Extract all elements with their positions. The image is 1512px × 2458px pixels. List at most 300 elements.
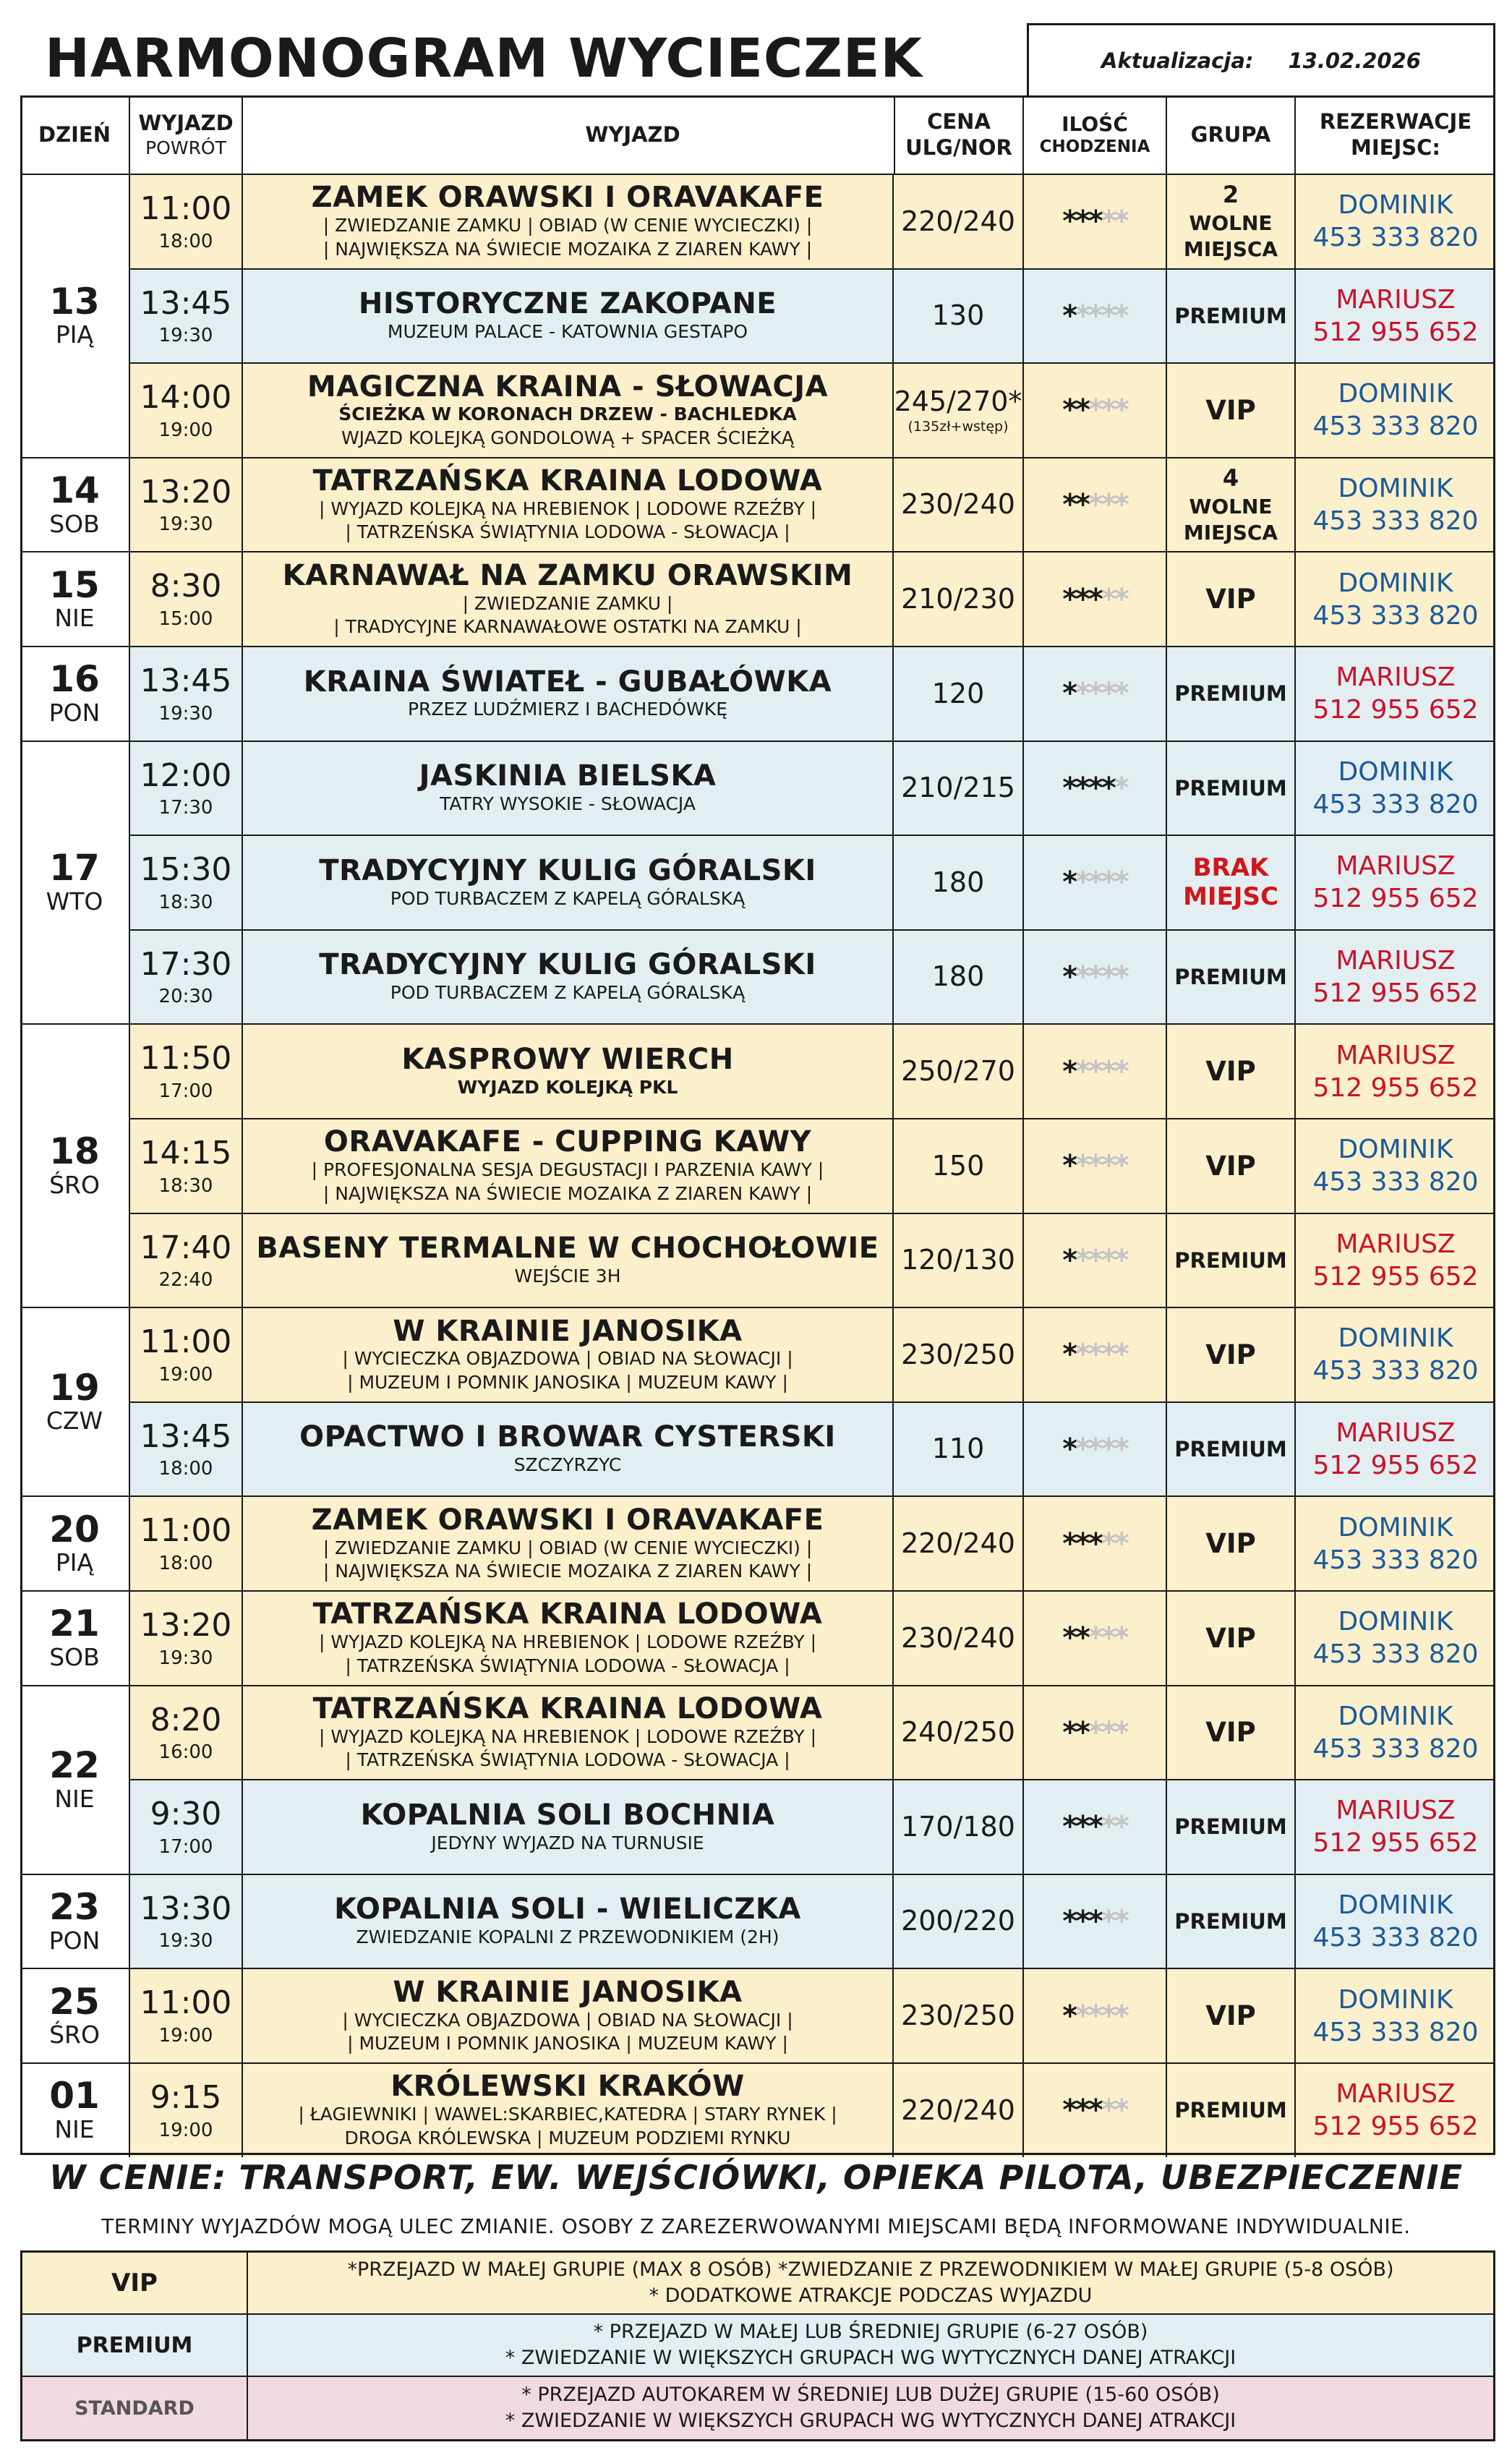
walking-rating (1024, 1119, 1167, 1213)
trip-name: W KRAINIE JANOSIKA (393, 1314, 743, 1348)
walking-star-icon: * (1075, 1999, 1089, 2033)
walking-star-icon: * (1062, 1338, 1076, 1372)
walking-star-icon: * (1114, 677, 1127, 711)
contact-phone[interactable]: 453 333 820 (1312, 2017, 1479, 2047)
return-time: 19:30 (158, 1930, 213, 1953)
walking-star-icon: * (1101, 1715, 1114, 1749)
reservation-contact[interactable] (1296, 1119, 1495, 1213)
contact-name: DOMINIK (1338, 756, 1453, 787)
contact-name: DOMINIK (1338, 568, 1453, 598)
page-title: HARMONOGRAM WYCIECZEK (45, 27, 923, 90)
walking-rating (1024, 175, 1167, 268)
walking-star-icon: * (1062, 1715, 1076, 1749)
day-number: 22 (49, 1744, 100, 1787)
day-number: 16 (49, 658, 100, 701)
reservation-contact[interactable] (1296, 1592, 1495, 1685)
trip-row (130, 1401, 1495, 1496)
time-cell (130, 175, 243, 268)
trip-detail: | ZWIEDZANIE ZAMKU | OBIAD (W CENIE WYCIECZKI) | (323, 215, 813, 236)
return-time: 19:30 (158, 513, 213, 536)
departure-time: 11:50 (140, 1040, 232, 1077)
price: 170/180 (901, 1810, 1015, 1843)
trip-row (130, 551, 1495, 646)
trip-name: OPACTWO I BROWAR CYSTERSKI (299, 1420, 836, 1454)
day-number: 14 (49, 469, 100, 512)
walking-star-icon: * (1088, 1433, 1101, 1467)
reservation-contact[interactable] (1296, 1875, 1495, 1968)
walking-star-icon: * (1062, 205, 1076, 239)
day-cell (20, 1307, 130, 1495)
trip-name: KASPROWY WIERCH (401, 1043, 734, 1077)
price-cell (894, 270, 1024, 363)
trip-detail: | TRADYCYJNE KARNAWAŁOWE OSTATKI NA ZAMKU | (333, 616, 802, 638)
return-time: 22:40 (158, 1269, 213, 1292)
group-cell (1167, 2064, 1296, 2157)
weekday: CZW (46, 1407, 103, 1435)
time-cell (130, 1214, 243, 1307)
reservation-contact[interactable] (1296, 552, 1495, 646)
walking-star-icon: * (1114, 1054, 1127, 1088)
trip-detail: | ŁAGIEWNIKI | WAWEL:SKARBIEC,KATEDRA | STARY RYNEK | (298, 2104, 837, 2125)
trip-detail: | PROFESJONALNA SESJA DEGUSTACJI I PARZENIA KAWY | (311, 1159, 824, 1181)
contact-name: MARIUSZ (1336, 1040, 1456, 1070)
walking-star-icon: * (1114, 488, 1127, 522)
price: 220/240 (901, 1527, 1015, 1559)
reservation-contact[interactable] (1296, 1025, 1495, 1118)
price: 230/250 (901, 1338, 1015, 1370)
price-cell (894, 1214, 1024, 1307)
price-cell (894, 458, 1024, 552)
trip-name: JASKINIA BIELSKA (419, 759, 717, 793)
reservation-contact[interactable] (1296, 1214, 1495, 1307)
walking-star-icon: * (1075, 960, 1089, 994)
walking-star-icon: * (1075, 582, 1089, 616)
walking-star-icon: * (1101, 866, 1114, 900)
reservation-contact[interactable] (1296, 270, 1495, 363)
trip-detail: ŚCIEŻKA W KORONACH DRZEW - BACHLEDKA (338, 404, 797, 425)
walking-star-icon: * (1101, 1338, 1114, 1372)
legend-row-vip (22, 2253, 1493, 2315)
walking-star-icon: * (1075, 2094, 1089, 2128)
contact-phone[interactable]: 453 333 820 (1312, 223, 1479, 253)
weekday: ŚRO (49, 1170, 100, 1199)
day-cell (20, 1685, 130, 1874)
free-seats-label: MIEJSCA (1183, 237, 1278, 262)
contact-phone[interactable]: 512 955 652 (1312, 317, 1479, 347)
walking-star-icon: * (1088, 1149, 1101, 1183)
group-type: PREMIUM (1174, 303, 1287, 328)
departure-time: 8:20 (150, 1701, 222, 1738)
price-note: (135zł+wstęp) (907, 418, 1009, 435)
trip-detail: | TATRZEŃSKA ŚWIĄTYNIA LODOWA - SŁOWACJA | (345, 1749, 790, 1771)
time-cell (130, 836, 243, 929)
price: 230/240 (901, 488, 1015, 521)
group-cell (1167, 931, 1296, 1024)
trip-cell (243, 364, 894, 457)
trip-detail: MUZEUM PALACE - KATOWNIA GESTAPO (387, 321, 748, 343)
contact-phone[interactable]: 453 333 820 (1312, 1923, 1479, 1953)
group-cell (1167, 1969, 1296, 2062)
reservation-contact[interactable] (1296, 1969, 1495, 2062)
group-cell (1167, 1875, 1296, 1968)
time-cell (130, 1686, 243, 1780)
trip-row (130, 268, 1495, 363)
contact-phone[interactable]: 453 333 820 (1312, 600, 1479, 631)
time-cell (130, 364, 243, 457)
walking-star-icon: * (1062, 1810, 1076, 1844)
group-type: VIP (1205, 1528, 1256, 1560)
walking-star-icon: * (1101, 1810, 1114, 1844)
departure-time: 13:45 (140, 284, 232, 322)
reservation-contact[interactable] (1296, 836, 1495, 929)
time-cell (130, 931, 243, 1024)
walking-rating (1024, 647, 1167, 741)
header-depart-return: WYJAZD POWRÓT (130, 95, 243, 174)
legend-key: PREMIUM (22, 2315, 248, 2376)
price-cell (894, 364, 1024, 457)
reservation-contact[interactable] (1296, 1497, 1495, 1590)
group-cell (1167, 742, 1296, 835)
contact-phone[interactable]: 512 955 652 (1312, 695, 1479, 725)
return-time: 16:00 (158, 1741, 213, 1764)
trip-row (130, 174, 1495, 268)
price-cell (894, 1780, 1024, 1874)
header-trip: WYJAZD (243, 95, 1024, 174)
walking-star-icon: * (1101, 1905, 1114, 1939)
departure-time: 13:20 (140, 1607, 232, 1644)
walking-rating (1024, 364, 1167, 457)
return-time: 18:30 (158, 891, 213, 913)
reservation-contact[interactable] (1296, 647, 1495, 741)
price-cell (894, 1308, 1024, 1401)
departure-time: 13:20 (140, 473, 232, 511)
trip-cell (243, 1875, 894, 1968)
walking-star-icon: * (1114, 582, 1127, 616)
departure-time: 15:30 (140, 851, 232, 889)
price-cell (894, 552, 1024, 646)
terms-note: TERMINY WYJAZDÓW MOGĄ ULEC ZMIANIE. OSOBY Z ZAREZERWOWANYMI MIEJSCAMI BĘDĄ INFORMOWANE INDYWIDUALNIE. (101, 2214, 1411, 2238)
group-type: PREMIUM (1174, 775, 1287, 801)
contact-phone[interactable]: 453 333 820 (1312, 506, 1479, 537)
group-cell (1167, 364, 1296, 457)
group-type: VIP (1205, 2000, 1256, 2032)
trip-detail: | NAJWIĘKSZA NA ŚWIECIE MOZAIKA Z ZIAREN KAWY | (323, 1182, 813, 1204)
return-time: 17:30 (158, 797, 213, 819)
header-price: CENA ULG/NOR (894, 95, 1024, 174)
contact-phone[interactable]: 453 333 820 (1312, 1167, 1479, 1198)
walking-star-icon: * (1075, 1054, 1089, 1088)
walking-star-icon: * (1062, 1054, 1076, 1088)
group-type: PREMIUM (1174, 2098, 1287, 2123)
trip-detail: | WYCIECZKA OBJAZDOWA | OBIAD NA SŁOWACJI | (342, 2009, 793, 2031)
walking-star-icon: * (1101, 488, 1114, 522)
return-time: 19:00 (158, 2024, 213, 2047)
reservation-contact[interactable] (1296, 1780, 1495, 1874)
contact-name: MARIUSZ (1336, 946, 1456, 976)
walking-star-icon: * (1114, 1527, 1127, 1561)
reservation-contact[interactable] (1296, 2064, 1495, 2157)
contact-name: DOMINIK (1338, 1607, 1453, 1637)
reservation-contact[interactable] (1296, 175, 1495, 268)
group-cell (1167, 270, 1296, 363)
departure-time: 13:45 (140, 1417, 232, 1455)
price-cell (894, 931, 1024, 1024)
walking-rating (1024, 1025, 1167, 1118)
return-time: 17:00 (158, 1835, 213, 1858)
walking-star-icon: * (1062, 866, 1076, 900)
update-date: 13.02.2026 (1288, 48, 1421, 73)
walking-star-icon: * (1101, 1527, 1114, 1561)
price: 230/250 (901, 1999, 1015, 2031)
reservation-contact[interactable] (1296, 458, 1495, 552)
trip-cell (243, 836, 894, 929)
trip-detail: | ZWIEDZANIE ZAMKU | (462, 592, 673, 614)
contact-phone[interactable]: 453 333 820 (1312, 1545, 1479, 1575)
departure-time: 13:45 (140, 662, 232, 699)
trip-row (130, 1874, 1495, 1968)
contact-phone[interactable]: 512 955 652 (1312, 978, 1479, 1009)
day-number: 13 (49, 280, 100, 323)
contact-phone[interactable]: 512 955 652 (1312, 1072, 1479, 1103)
group-type: VIP (1205, 584, 1256, 615)
walking-star-icon: * (1114, 205, 1127, 239)
walking-star-icon: * (1088, 1338, 1101, 1372)
trip-detail: | TATRZEŃSKA ŚWIĄTYNIA LODOWA - SŁOWACJA | (345, 521, 790, 543)
weekday: PIĄ (55, 320, 94, 349)
trip-row (130, 1495, 1495, 1590)
price: 150 (931, 1149, 985, 1182)
contact-name: DOMINIK (1338, 1323, 1453, 1354)
group-cell (1167, 1497, 1296, 1590)
walking-star-icon: * (1101, 582, 1114, 616)
walking-star-icon: * (1101, 1621, 1114, 1655)
walking-star-icon: * (1062, 771, 1076, 805)
day-number: 25 (49, 1980, 100, 2023)
trip-cell (243, 1686, 894, 1780)
group-cell (1167, 1686, 1296, 1780)
price-cell (894, 2064, 1024, 2157)
contact-phone[interactable]: 512 955 652 (1312, 1261, 1479, 1292)
trip-detail: | NAJWIĘKSZA NA ŚWIECIE MOZAIKA Z ZIAREN KAWY | (323, 1561, 813, 1582)
legend-desc: *PRZEJAZD W MAŁEJ GRUPIE (MAX 8 OSÓB) *ZWIEDZANIE Z PRZEWODNIKIEM W MAŁEJ GRUPIE (5-8 OSÓB) * DODATKOWE ATRAKCJE PODCZAS WYJAZDU (347, 2258, 1394, 2307)
day-number: 17 (49, 847, 100, 889)
group-cell (1167, 1592, 1296, 1685)
return-time: 18:30 (158, 1174, 213, 1197)
price-cell (894, 1686, 1024, 1780)
walking-star-icon: * (1088, 1054, 1101, 1088)
group-type: VIP (1205, 1150, 1256, 1182)
trip-name: KOPALNIA SOLI BOCHNIA (360, 1798, 775, 1832)
walking-rating (1024, 1497, 1167, 1590)
time-cell (130, 458, 243, 552)
contact-phone[interactable]: 453 333 820 (1312, 789, 1479, 819)
legend-row-standard (22, 2377, 1493, 2439)
contact-phone[interactable]: 453 333 820 (1312, 1639, 1479, 1670)
time-cell (130, 1592, 243, 1685)
walking-rating (1024, 1875, 1167, 1968)
day-number: 15 (49, 563, 100, 606)
walking-rating (1024, 1403, 1167, 1496)
price: 210/230 (901, 582, 1015, 615)
departure-time: 17:30 (140, 945, 232, 983)
reservation-contact[interactable] (1296, 364, 1495, 457)
sold-out-label: MIEJSC (1183, 882, 1278, 912)
contact-phone[interactable]: 453 333 820 (1312, 1733, 1479, 1764)
group-type: PREMIUM (1174, 965, 1287, 990)
price: 245/270* (894, 385, 1022, 418)
return-time: 19:00 (158, 419, 213, 441)
trip-name: ZAMEK ORAWSKI I ORAVAKAFE (311, 181, 824, 215)
return-time: 19:30 (158, 702, 213, 725)
trip-row (130, 835, 1495, 929)
price-cell (894, 1403, 1024, 1496)
walking-star-icon: * (1075, 1810, 1089, 1844)
price-cell (894, 1875, 1024, 1968)
trip-cell (243, 175, 894, 268)
trip-row (130, 1213, 1495, 1307)
walking-star-icon: * (1088, 677, 1101, 711)
price: 200/220 (901, 1905, 1015, 1937)
trip-row (130, 457, 1495, 552)
walking-star-icon: * (1114, 771, 1127, 805)
time-cell (130, 742, 243, 835)
trip-name: KRÓLEWSKI KRAKÓW (390, 2070, 745, 2104)
price: 230/240 (901, 1621, 1015, 1654)
walking-star-icon: * (1101, 960, 1114, 994)
return-time: 19:00 (158, 1363, 213, 1386)
return-time: 19:30 (158, 1647, 213, 1669)
contact-phone[interactable]: 512 955 652 (1312, 2112, 1479, 2142)
price-includes-note: W CENIE: TRANSPORT, EW. WEJŚCIÓWKI, OPIEKA PILOTA, UBEZPIECZENIE (48, 2158, 1464, 2197)
return-time: 18:00 (158, 1458, 213, 1480)
walking-star-icon: * (1062, 1149, 1076, 1183)
trip-cell (243, 270, 894, 363)
walking-star-icon: * (1088, 205, 1101, 239)
contact-phone[interactable]: 512 955 652 (1312, 884, 1479, 914)
time-cell (130, 1780, 243, 1874)
contact-name: DOMINIK (1338, 1701, 1453, 1731)
price: 120 (931, 677, 985, 709)
reservation-contact[interactable] (1296, 931, 1495, 1024)
day-cell (20, 2062, 130, 2157)
walking-star-icon: * (1062, 299, 1076, 333)
trip-detail: | NAJWIĘKSZA NA ŚWIECIE MOZAIKA Z ZIAREN KAWY | (323, 238, 813, 260)
weekday: NIE (54, 2115, 95, 2143)
walking-star-icon: * (1114, 1999, 1127, 2033)
walking-star-icon: * (1101, 393, 1114, 427)
walking-star-icon: * (1075, 1433, 1089, 1467)
walking-star-icon: * (1101, 677, 1114, 711)
group-type: VIP (1205, 1717, 1256, 1749)
group-type: PREMIUM (1174, 1247, 1287, 1273)
price: 130 (931, 299, 985, 332)
trip-name: TRADYCYJNY KULIG GÓRALSKI (319, 853, 816, 887)
time-cell (130, 1403, 243, 1496)
contact-name: DOMINIK (1338, 1890, 1453, 1921)
walking-star-icon: * (1088, 1905, 1101, 1939)
walking-star-icon: * (1101, 771, 1114, 805)
weekday: SOB (49, 1642, 100, 1671)
walking-star-icon: * (1114, 1715, 1127, 1749)
price-cell (894, 1119, 1024, 1213)
reservation-contact[interactable] (1296, 1403, 1495, 1496)
trip-detail: TATRY WYSOKIE - SŁOWACJA (440, 793, 696, 815)
trip-cell (243, 1969, 894, 2062)
day-cell (20, 1495, 130, 1590)
contact-phone[interactable]: 453 333 820 (1312, 411, 1479, 442)
reservation-contact[interactable] (1296, 1686, 1495, 1780)
weekday: NIE (54, 604, 95, 633)
departure-time: 9:30 (150, 1796, 222, 1833)
time-cell (130, 1025, 243, 1118)
contact-phone[interactable]: 453 333 820 (1312, 1356, 1479, 1386)
walking-star-icon: * (1114, 960, 1127, 994)
contact-name: DOMINIK (1338, 379, 1453, 409)
walking-star-icon: * (1062, 960, 1076, 994)
price: 110 (931, 1433, 985, 1465)
legend-row-premium (22, 2315, 1493, 2377)
walking-star-icon: * (1062, 488, 1076, 522)
price-cell (894, 175, 1024, 268)
contact-phone[interactable]: 512 955 652 (1312, 1828, 1479, 1859)
reservation-contact[interactable] (1296, 742, 1495, 835)
reservation-contact[interactable] (1296, 1308, 1495, 1401)
walking-star-icon: * (1088, 1810, 1101, 1844)
walking-star-icon: * (1101, 205, 1114, 239)
day-cell (20, 1590, 130, 1685)
trip-row (130, 1023, 1495, 1118)
time-cell (130, 1119, 243, 1213)
walking-rating (1024, 742, 1167, 835)
contact-name: MARIUSZ (1336, 2079, 1456, 2109)
walking-star-icon: * (1088, 771, 1101, 805)
walking-star-icon: * (1062, 1621, 1076, 1655)
trip-name: TATRZAŃSKA KRAINA LODOWA (312, 1597, 823, 1631)
walking-star-icon: * (1088, 866, 1101, 900)
walking-rating (1024, 1308, 1167, 1401)
walking-star-icon: * (1062, 2094, 1076, 2128)
walking-star-icon: * (1114, 1338, 1127, 1372)
trip-detail: | TATRZEŃSKA ŚWIĄTYNIA LODOWA - SŁOWACJA | (345, 1655, 790, 1676)
contact-phone[interactable]: 512 955 652 (1312, 1451, 1479, 1481)
return-time: 17:00 (158, 1080, 213, 1102)
walking-star-icon: * (1088, 1999, 1101, 2033)
departure-time: 11:00 (140, 1984, 232, 2022)
group-cell (1167, 1403, 1296, 1496)
trip-row (130, 1685, 1495, 1780)
trip-cell (243, 458, 894, 552)
trip-cell (243, 552, 894, 646)
trip-name: KRAINA ŚWIATEŁ - GUBAŁÓWKA (303, 665, 832, 699)
trip-detail: DROGA KRÓLEWSKA | MUZEUM PODZIEMI RYNKU (344, 2127, 791, 2148)
walking-star-icon: * (1062, 1433, 1076, 1467)
update-box (1027, 23, 1495, 95)
free-seats-label: MIEJSCA (1183, 520, 1278, 545)
price-cell (894, 647, 1024, 741)
return-time: 18:00 (158, 230, 213, 252)
legend-key: STANDARD (22, 2377, 248, 2439)
group-cell (1167, 175, 1296, 268)
trip-row (130, 1307, 1495, 1401)
price: 220/240 (901, 2094, 1015, 2126)
walking-rating (1024, 836, 1167, 929)
walking-star-icon: * (1062, 1905, 1076, 1939)
trip-name: TATRZAŃSKA KRAINA LODOWA (312, 1691, 823, 1725)
walking-star-icon: * (1075, 1243, 1089, 1277)
free-seats-count: 4 (1222, 464, 1239, 492)
price-cell (894, 1592, 1024, 1685)
trip-name: TRADYCYJNY KULIG GÓRALSKI (319, 948, 816, 982)
